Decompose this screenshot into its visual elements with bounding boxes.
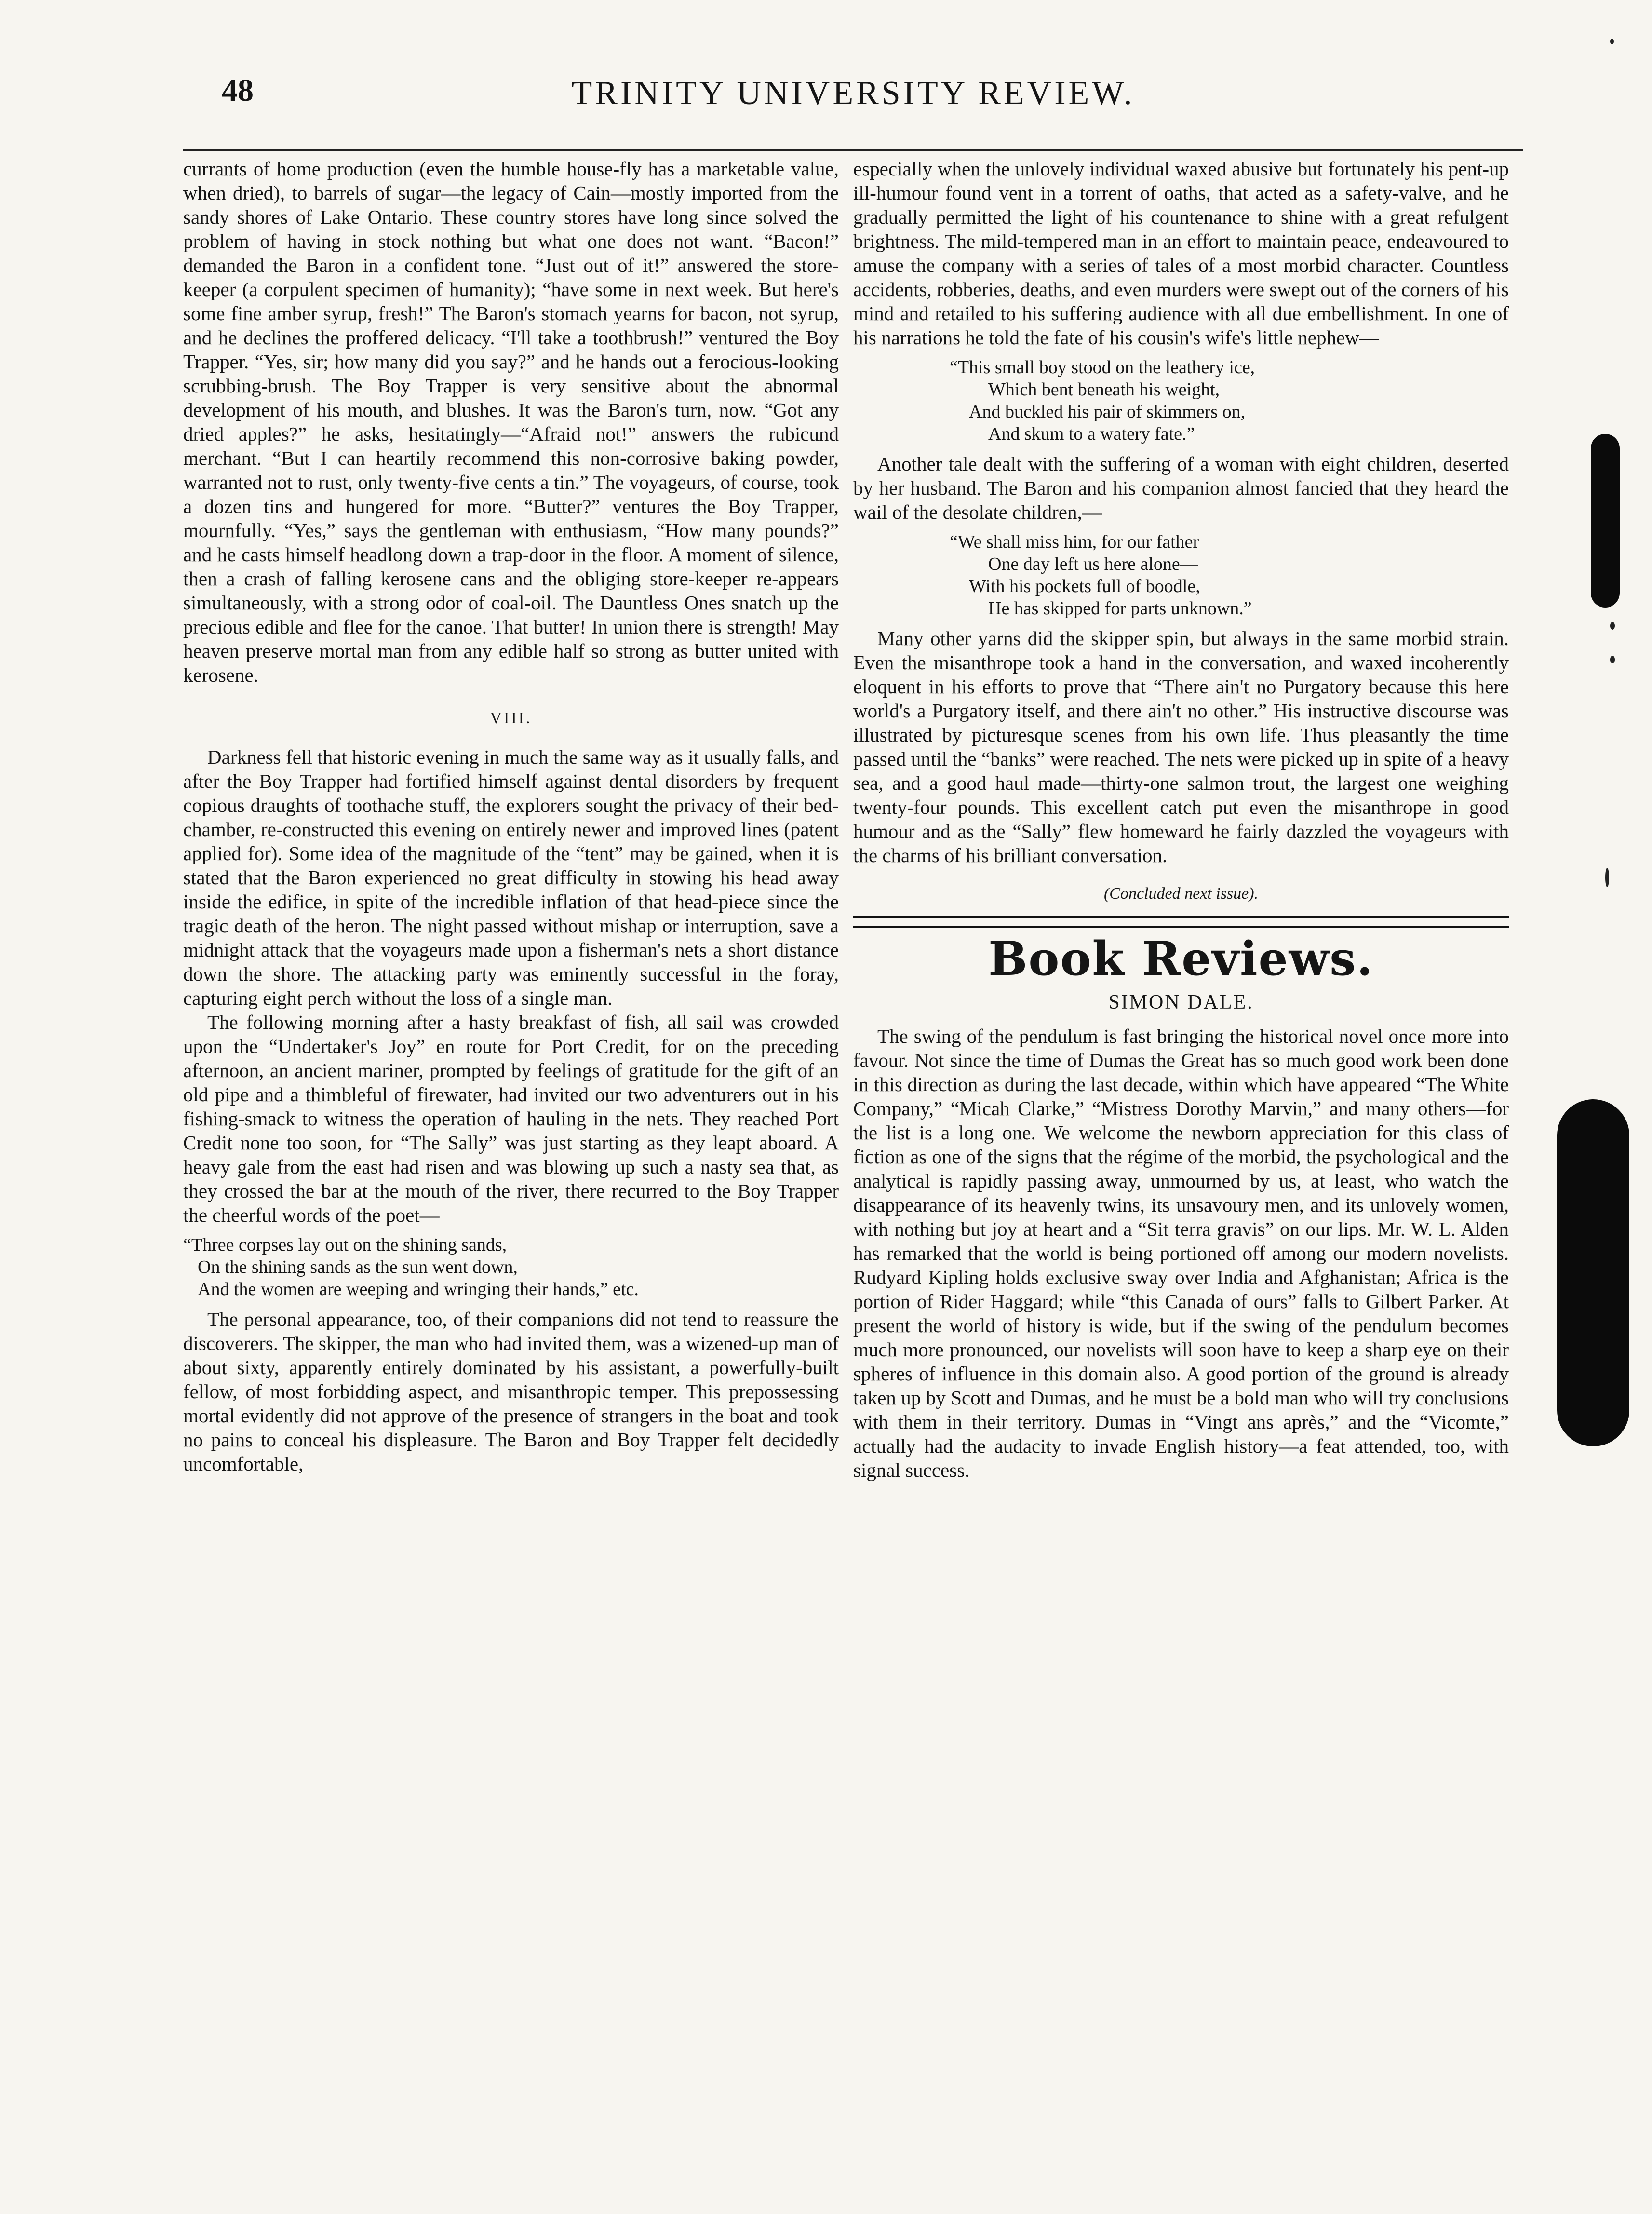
verse-line: Which bent beneath his weight,	[988, 379, 1220, 400]
right-paragraph-1: especially when the unlovely individual waxed abusive but fortunately his pent-up ill-humour found vent in a torrent of oaths, that acted as a safety-valve, and he gradually permitted the light of his countenance to shine with a great refulgent brightness. The mild-tempered man in an effort to maintain peace, endeavoured to amuse the company with a series of tales of a most morbid character. Countless accidents, robberies, deaths, and even murders were swept out of the corners of his mind and retailed to his suffering audience with all due embellishment. In one of his narrations he told the fate of his cousin's wife's little nephew—	[853, 158, 1509, 349]
right-paragraph-4: The swing of the pendulum is fast bringing the historical novel once more into favour. Not since the time of Dumas the Great has so much good work been done in this direction as during the last decade, within which have appeared “The White Company,” “Micah Clarke,” “Mistress Dorothy Marvin,” and many others—for the list is a long one. We welcome the newborn appreciation for this class of fiction as one of the signs that the régime of the morbid, the psychological and the analytical is rapidly passing away, unmourned by us, at least, who watch the disappearance of its heavenly twins, its unsavoury men, and its unlovely women, with nothing but joy at heart and a “Sit terra gravis” on our lips. Mr. W. L. Alden has remarked that the world is being portioned off among our modern novelists. Rudyard Kipling holds exclusive sway over India and Afghanistan; Africa is the portion of Rider Haggard; while “this Canada of ours” falls to Gilbert Parker. At present the world of history is wide, but if the swing of the pendulum becomes much more pronounced, our novelists will soon have to keep a sharp eye on their spheres of influence in this domain also. A good portion of the ground is already taken up by Scott and Dumas, and he must be a bold man who will try conclusions with them in their territory. Dumas in “Vingt ans après,” and the “Vicomte,” actually had the audacity to invade English history—a feat attended, too, with signal success.	[853, 1025, 1509, 1481]
section-divider	[853, 916, 1509, 928]
ink-blot-upper	[1591, 434, 1620, 608]
verse-small-boy	[853, 356, 1509, 445]
simon-dale-heading: SIMON DALE.	[1108, 991, 1254, 1013]
verse-line: And the women are weeping and wringing their hands,” etc.	[198, 1279, 639, 1299]
right-paragraph-3: Many other yarns did the skipper spin, but always in the same morbid strain. Even the misanthrope took a hand in the conversation, and waxed incoherently eloquent in his efforts to prove that “There ain't no Purgatory because this here world's a Purgatory itself, and there ain't no other.” His instructive discourse was illustrated by picturesque scenes from his own life. Thus pleasantly the time passed until the “banks” were reached. The nets were picked up in spite of a heavy sea, and a good haul made—thirty-one salmon trout, the largest one weighing twenty-four pounds. This excellent catch put even the misanthrope in good humour and as the “Sally” flew homeward he fairly dazzled the voyageurs with the charms of his brilliant conversation.	[853, 627, 1509, 866]
scan-speck	[1605, 868, 1609, 887]
verse-line: He has skipped for parts unknown.”	[988, 598, 1252, 619]
left-paragraph-2: Darkness fell that historic evening in much the same way as it usually falls, and after the Boy Trapper had fortified himself against dental disorders by frequent copious draughts of toothache stuff, the explorers sought the privacy of their bed-chamber, re-constructed this evening on entirely newer and improved lines (patent applied for). Some idea of the magnitude of the “tent” may be gained, when it is stated that the Baron experienced no great difficulty in stowing his head away inside the edifice, in spite of the incredible inflation of that head-piece since the tragic death of the heron. The night passed without mishap or interruption, save a midnight attack that the voyageurs made upon a fisherman's nets a short distance down the shore. The attacking party was eminently successful in the foray, capturing eight perch without the loss of a single man.	[183, 746, 839, 1009]
scan-speck	[1610, 656, 1615, 663]
verse-line: And skum to a watery fate.”	[988, 424, 1195, 444]
left-paragraph-3: The following morning after a hasty breakfast of fish, all sail was crowded upon the “Undertaker's Joy” en route for Port Credit, for on the preceding afternoon, an ancient mariner, prompted by feelings of gratitude for the gift of an old pipe and a thimbleful of firewater, had invited our two adventurers out in his fishing-smack to witness the operation of hauling in the nets. They reached Port Credit none too soon, for “The Sally” was just starting as they leapt aboard. A heavy gale from the east had risen and was blowing up such a nasty sea that, as they crossed the bar at the mouth of the river, there recurred to the Boy Trapper the cheerful words of the poet—	[183, 1011, 839, 1226]
left-paragraph-1: currants of home production (even the humble house-fly has a marketable value, when dried), to barrels of sugar—the legacy of Cain—mostly imported from the sandy shores of Lake Ontario. These country stores have long since solved the problem of having in stock nothing but what one does not want. “Bacon!” demanded the Baron in a confident tone. “Just out of it!” answered the store-keeper (a corpulent specimen of humanity); “have some in next week. But here's some fine amber syrup, fresh!” The Baron's stomach yearns for bacon, not syrup, and he declines the proffered delicacy. “I'll take a toothbrush!” ventured the Boy Trapper. “Yes, sir; how many did you say?” and he hands out a ferocious-looking scrubbing-brush. The Boy Trapper is very sensitive about the abnormal development of his mouth, and blushes. It was the Baron's turn, now. “Got any dried apples?” he asks, hesitatingly—“Afraid not!” answers the rubicund merchant. “But I can heartily recommend this non-corrosive baking powder, warranted not to rust, only twenty-five cents a tin.” The voyageurs, of course, took a dozen tins and hungered for more. “Butter?” ventures the Boy Trapper, mournfully. “Yes,” says the gentleman with enthusiasm, “How many pounds?” and he casts himself headlong down a trap-door in the floor. A moment of silence, then a crash of falling kerosene cans and the obliging store-keeper re-appears simultaneously, with a strong odor of coal-oil. The Dauntless Ones snatch up the precious edible and flee for the canoe. That butter! In union there is strength! May heaven preserve mortal man from any edible half so strong as butter united with kerosene.	[183, 158, 839, 686]
ink-blot-lower	[1557, 1099, 1629, 1446]
concluded-note: (Concluded next issue).	[1103, 885, 1259, 903]
scan-speck	[1610, 622, 1615, 630]
verse-line: On the shining sands as the sun went down,	[198, 1257, 518, 1277]
left-paragraph-4: The personal appearance, too, of their companions did not tend to reassure the discoverers. The skipper, the man who had invited them, was a wizened-up man of about sixty, apparently entirely dominated by his assistant, a powerfully-built fellow, of most forbidding aspect, and misanthropic temper. This prepossessing mortal evidently did not approve of the presence of strangers in the boat and took no pains to conceal his displeasure. The Baron and Boy Trapper felt decidedly uncomfortable,	[183, 1308, 839, 1475]
verse-line: “Three corpses lay out on the shining sands,	[183, 1235, 507, 1255]
running-title: TRINITY UNIVERSITY REVIEW.	[571, 75, 1135, 112]
verse-three-corpses	[183, 1234, 839, 1300]
verse-line: One day left us here alone—	[988, 554, 1198, 574]
section-number-viii: VIII.	[490, 709, 532, 727]
verse-miss-him	[853, 531, 1509, 620]
verse-line: “We shall miss him, for our father	[950, 532, 1199, 552]
right-paragraph-2: Another tale dealt with the suffering of a woman with eight children, deserted by her husband. The Baron and his companion almost fancied that they heard the wail of the desolate children,—	[853, 453, 1509, 523]
book-reviews-heading: Book Reviews.	[988, 932, 1374, 986]
right-column	[853, 157, 1509, 1482]
verse-line: “This small boy stood on the leathery ice,	[950, 357, 1255, 378]
verse-line: With his pockets full of boodle,	[969, 576, 1200, 596]
page-number: 48	[222, 73, 254, 108]
scan-speck	[1610, 39, 1614, 44]
verse-line: And buckled his pair of skimmers on,	[969, 402, 1246, 422]
page-header	[183, 68, 1523, 130]
header-rule	[183, 149, 1523, 151]
left-column	[183, 157, 839, 1476]
